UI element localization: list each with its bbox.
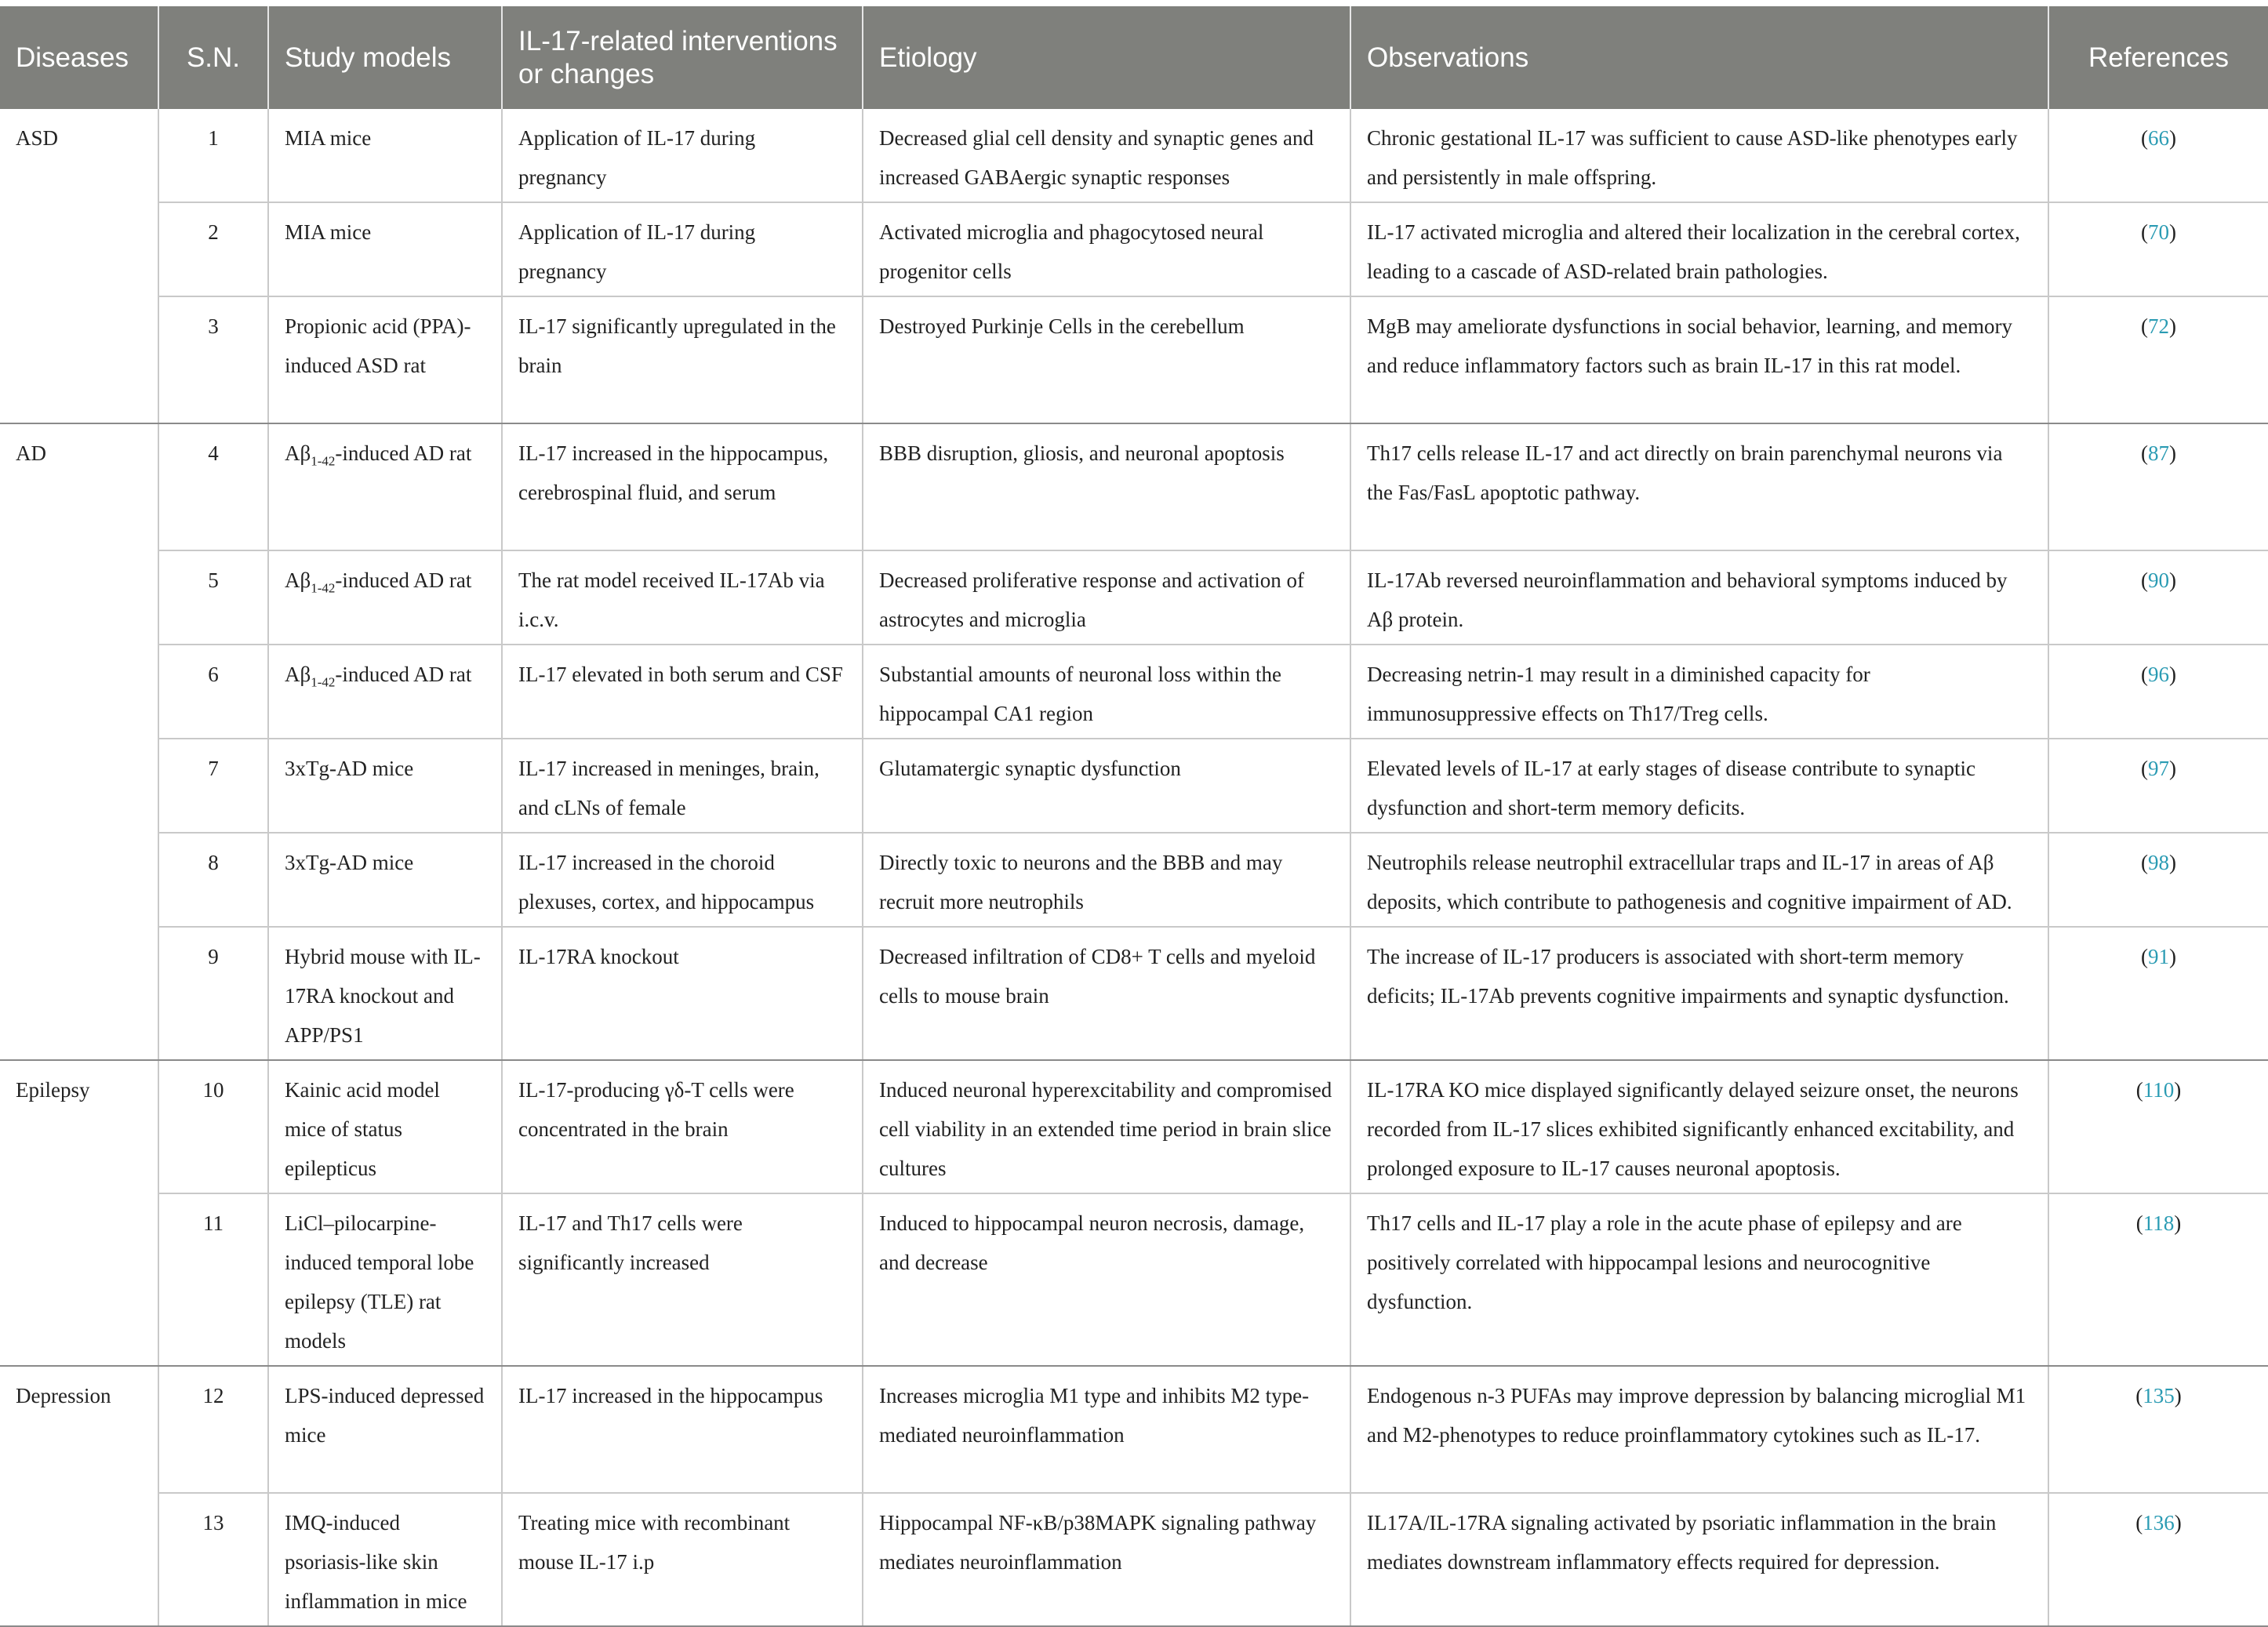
ref-close-paren: ): [2169, 220, 2176, 244]
header-row: [0, 6, 2268, 109]
sn-cell: 2: [158, 202, 268, 296]
table-row: [0, 1060, 2268, 1193]
reference-cell: [2048, 1366, 2268, 1493]
reference-cell: [2048, 645, 2268, 739]
intervention-cell: IL-17RA knockout: [502, 927, 863, 1060]
ref-open-paren: (: [2141, 945, 2148, 968]
header-diseases: Diseases: [0, 6, 158, 109]
intervention-cell: IL-17 and Th17 cells were significantly increased: [502, 1193, 863, 1366]
reference-cell: [2048, 833, 2268, 927]
subscript: 1‑42: [311, 580, 336, 596]
ref-close-paren: ): [2169, 441, 2176, 465]
etiology-cell: Directly toxic to neurons and the BBB and may recruit more neutrophils: [863, 833, 1350, 927]
ref-open-paren: (: [2135, 1211, 2143, 1235]
subscript: 1‑42: [311, 674, 336, 690]
reference-cell: [2048, 927, 2268, 1060]
reference-cell: [2048, 202, 2268, 296]
etiology-cell: Hippocampal NF-κB/p38MAPK signaling pathway mediates neuroinflammation: [863, 1493, 1350, 1626]
ref-open-paren: (: [2141, 851, 2148, 874]
table-row: [0, 833, 2268, 927]
ref-open-paren: (: [2141, 314, 2148, 338]
table-row: [0, 109, 2268, 202]
intervention-cell: IL-17 increased in the choroid plexuses, cortex, and hippocampus: [502, 833, 863, 927]
header-sn: S.N.: [158, 6, 268, 109]
intervention-cell: IL-17-producing γδ-T cells were concentrated in the brain: [502, 1060, 863, 1193]
reference-link[interactable]: 90: [2148, 568, 2169, 592]
sn-cell: 1: [158, 109, 268, 202]
reference-link[interactable]: 87: [2148, 441, 2169, 465]
table-row: [0, 202, 2268, 296]
study-model-cell: $A\beta_{1‑42}$-induced AD rat: [268, 423, 502, 550]
reference-cell: [2048, 1060, 2268, 1193]
reference-link[interactable]: 110: [2143, 1078, 2175, 1102]
study-model-cell: MIA mice: [268, 109, 502, 202]
ref-open-paren: (: [2141, 441, 2148, 465]
table-header: [0, 6, 2268, 109]
intervention-cell: Treating mice with recombinant mouse IL-17 i.p: [502, 1493, 863, 1626]
ref-close-paren: ): [2174, 1211, 2182, 1235]
ref-close-paren: ): [2169, 663, 2176, 686]
observation-cell: Decreasing netrin-1 may result in a diminished capacity for immunosuppressive effects on Th17/Treg cells.: [1350, 645, 2048, 739]
header-references: References: [2048, 6, 2268, 109]
sn-cell: 8: [158, 833, 268, 927]
study-model-cell: LPS-induced depressed mice: [268, 1366, 502, 1493]
table-row: [0, 645, 2268, 739]
ref-open-paren: (: [2141, 757, 2148, 780]
ref-open-paren: (: [2135, 1384, 2143, 1407]
intervention-cell: Application of IL-17 during pregnancy: [502, 202, 863, 296]
ref-close-paren: ): [2169, 945, 2176, 968]
reference-link[interactable]: 136: [2143, 1511, 2175, 1534]
etiology-cell: Activated microglia and phagocytosed neural progenitor cells: [863, 202, 1350, 296]
observation-cell: IL-17Ab reversed neuroinflammation and behavioral symptoms induced by Aβ protein.: [1350, 550, 2048, 645]
observation-cell: Elevated levels of IL-17 at early stages of disease contribute to synaptic dysfunction and short-term memory deficits.: [1350, 739, 2048, 833]
etiology-cell: BBB disruption, gliosis, and neuronal apoptosis: [863, 423, 1350, 550]
etiology-cell: Induced neuronal hyperexcitability and compromised cell viability in an extended time period in brain slice cultures: [863, 1060, 1350, 1193]
study-model-cell: Hybrid mouse with IL-17RA knockout and APP/PS1: [268, 927, 502, 1060]
ref-open-paren: (: [2141, 568, 2148, 592]
sn-cell: 3: [158, 296, 268, 423]
table-row: [0, 423, 2268, 550]
study-model-cell: $A\beta_{1‑42}$-induced AD rat: [268, 550, 502, 645]
etiology-cell: Glutamatergic synaptic dysfunction: [863, 739, 1350, 833]
ref-close-paren: ): [2169, 314, 2176, 338]
disease-cell: AD: [0, 423, 158, 1060]
etiology-cell: Decreased infiltration of CD8+ T cells and myeloid cells to mouse brain: [863, 927, 1350, 1060]
sn-cell: 10: [158, 1060, 268, 1193]
sn-cell: 7: [158, 739, 268, 833]
subscript: 1‑42: [311, 453, 336, 469]
sn-cell: 6: [158, 645, 268, 739]
reference-link[interactable]: 70: [2148, 220, 2169, 244]
reference-link[interactable]: 96: [2148, 663, 2169, 686]
study-model-cell: 3xTg-AD mice: [268, 739, 502, 833]
table-row: [0, 927, 2268, 1060]
header-observations: Observations: [1350, 6, 2048, 109]
table-row: [0, 1366, 2268, 1493]
reference-link[interactable]: 97: [2148, 757, 2169, 780]
observation-cell: Chronic gestational IL-17 was sufficient to cause ASD-like phenotypes early and persistently in male offspring.: [1350, 109, 2048, 202]
header-etiology: Etiology: [863, 6, 1350, 109]
study-model-cell: Propionic acid (PPA)-induced ASD rat: [268, 296, 502, 423]
reference-cell: [2048, 296, 2268, 423]
observation-cell: IL-17RA KO mice displayed significantly delayed seizure onset, the neurons recorded from IL-17 slices exhibited significantly enhanced excitability, and prolonged exposure to IL-17 causes neuronal apoptosis.: [1350, 1060, 2048, 1193]
data-table: [0, 6, 2268, 1627]
sn-cell: 4: [158, 423, 268, 550]
table-row: [0, 1193, 2268, 1366]
intervention-cell: Application of IL-17 during pregnancy: [502, 109, 863, 202]
reference-link[interactable]: 91: [2148, 945, 2169, 968]
table-body: [0, 109, 2268, 1626]
intervention-cell: IL-17 elevated in both serum and CSF: [502, 645, 863, 739]
reference-cell: [2048, 423, 2268, 550]
reference-link[interactable]: 66: [2148, 126, 2169, 150]
reference-cell: [2048, 109, 2268, 202]
intervention-cell: IL-17 increased in meninges, brain, and cLNs of female: [502, 739, 863, 833]
ref-close-paren: ): [2169, 126, 2176, 150]
sn-cell: 13: [158, 1493, 268, 1626]
table-row: [0, 1493, 2268, 1626]
sn-cell: 5: [158, 550, 268, 645]
ref-close-paren: ): [2174, 1511, 2182, 1534]
ref-open-paren: (: [2141, 220, 2148, 244]
reference-link[interactable]: 118: [2143, 1211, 2175, 1235]
table-row: [0, 739, 2268, 833]
ref-close-paren: ): [2169, 568, 2176, 592]
sn-cell: 12: [158, 1366, 268, 1493]
observation-cell: IL-17 activated microglia and altered their localization in the cerebral cortex, leading to a cascade of ASD-related brain pathologies.: [1350, 202, 2048, 296]
etiology-cell: Decreased proliferative response and activation of astrocytes and microglia: [863, 550, 1350, 645]
intervention-cell: The rat model received IL-17Ab via i.c.v.: [502, 550, 863, 645]
intervention-cell: IL-17 significantly upregulated in the brain: [502, 296, 863, 423]
etiology-cell: Substantial amounts of neuronal loss within the hippocampal CA1 region: [863, 645, 1350, 739]
study-model-cell: $A\beta_{1‑42}$-induced AD rat: [268, 645, 502, 739]
disease-cell: Depression: [0, 1366, 158, 1626]
study-model-cell: MIA mice: [268, 202, 502, 296]
reference-link[interactable]: 72: [2148, 314, 2169, 338]
etiology-cell: Destroyed Purkinje Cells in the cerebellum: [863, 296, 1350, 423]
observation-cell: MgB may ameliorate dysfunctions in social behavior, learning, and memory and reduce inflammatory factors such as brain IL-17 in this rat model.: [1350, 296, 2048, 423]
table-row: [0, 296, 2268, 423]
reference-cell: [2048, 1493, 2268, 1626]
ref-close-paren: ): [2169, 757, 2176, 780]
observation-cell: Endogenous n-3 PUFAs may improve depression by balancing microglial M1 and M2-phenotypes to reduce proinflammatory cytokines such as IL-17.: [1350, 1366, 2048, 1493]
reference-link[interactable]: 98: [2148, 851, 2169, 874]
ref-open-paren: (: [2135, 1078, 2143, 1102]
reference-cell: [2048, 1193, 2268, 1366]
etiology-cell: Induced to hippocampal neuron necrosis, damage, and decrease: [863, 1193, 1350, 1366]
observation-cell: Th17 cells release IL-17 and act directly on brain parenchymal neurons via the Fas/FasL apoptotic pathway.: [1350, 423, 2048, 550]
disease-cell: ASD: [0, 109, 158, 423]
intervention-cell: IL-17 increased in the hippocampus: [502, 1366, 863, 1493]
intervention-cell: IL-17 increased in the hippocampus, cerebrospinal fluid, and serum: [502, 423, 863, 550]
ref-close-paren: ): [2169, 851, 2176, 874]
sn-cell: 9: [158, 927, 268, 1060]
observation-cell: The increase of IL-17 producers is associated with short-term memory deficits; IL-17Ab prevents cognitive impairments and synaptic dysfunction.: [1350, 927, 2048, 1060]
disease-cell: Epilepsy: [0, 1060, 158, 1366]
observation-cell: Neutrophils release neutrophil extracellular traps and IL-17 in areas of Aβ deposits, which contribute to pathogenesis and cognitive impairment of AD.: [1350, 833, 2048, 927]
observation-cell: IL17A/IL-17RA signaling activated by psoriatic inflammation in the brain mediates downstream inflammatory effects required for depression.: [1350, 1493, 2048, 1626]
reference-cell: [2048, 739, 2268, 833]
etiology-cell: Increases microglia M1 type and inhibits M2 type-mediated neuroinflammation: [863, 1366, 1350, 1493]
ref-close-paren: ): [2174, 1384, 2182, 1407]
study-model-cell: LiCl–pilocarpine-induced temporal lobe epilepsy (TLE) rat models: [268, 1193, 502, 1366]
ref-open-paren: (: [2135, 1511, 2143, 1534]
reference-link[interactable]: 135: [2143, 1384, 2175, 1407]
study-model-cell: IMQ-induced psoriasis-like skin inflammation in mice: [268, 1493, 502, 1626]
study-model-cell: 3xTg-AD mice: [268, 833, 502, 927]
ref-open-paren: (: [2141, 663, 2148, 686]
ref-close-paren: ): [2174, 1078, 2182, 1102]
study-model-cell: Kainic acid model mice of status epilepticus: [268, 1060, 502, 1193]
table-row: [0, 550, 2268, 645]
etiology-cell: Decreased glial cell density and synaptic genes and increased GABAergic synaptic responses: [863, 109, 1350, 202]
observation-cell: Th17 cells and IL-17 play a role in the acute phase of epilepsy and are positively correlated with hippocampal lesions and neurocognitive dysfunction.: [1350, 1193, 2048, 1366]
ref-open-paren: (: [2141, 126, 2148, 150]
sn-cell: 11: [158, 1193, 268, 1366]
header-study-models: Study models: [268, 6, 502, 109]
reference-cell: [2048, 550, 2268, 645]
header-interventions: IL-17-related interventions or changes: [502, 6, 863, 109]
